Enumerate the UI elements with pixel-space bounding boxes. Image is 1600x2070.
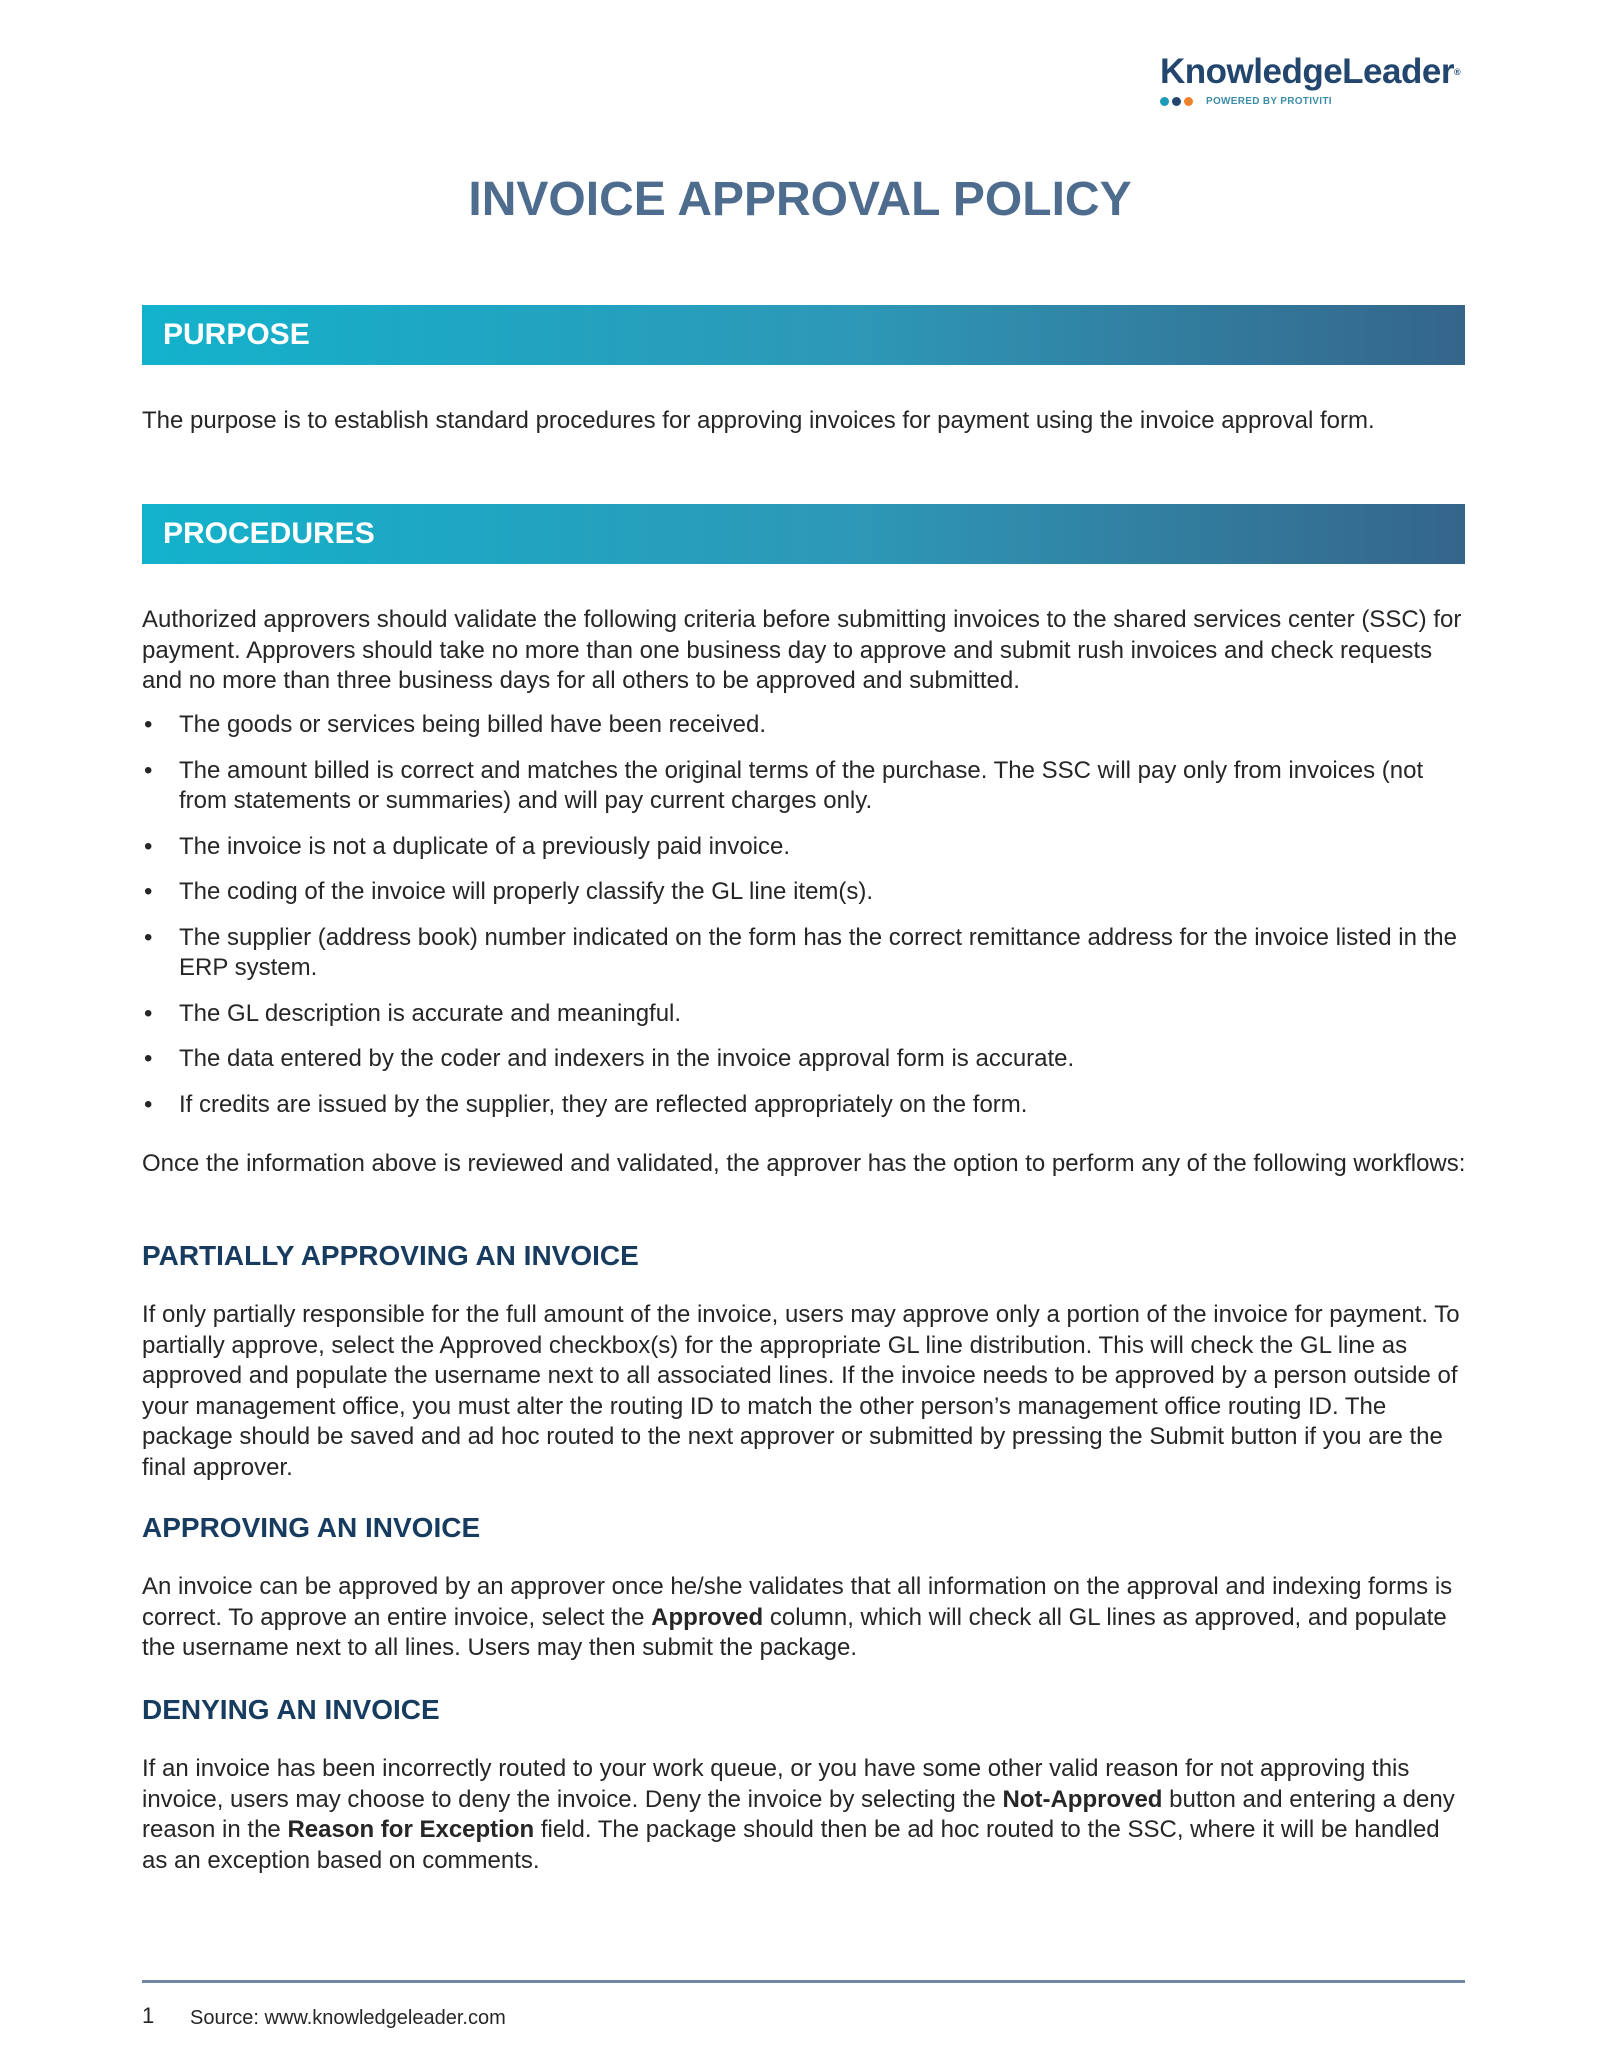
procedures-heading: PROCEDURES: [163, 517, 375, 550]
logo-tagline: POWERED BY PROTIVITI: [1206, 96, 1332, 107]
partially-approving-heading: PARTIALLY APPROVING AN INVOICE: [142, 1240, 639, 1271]
reason-for-exception-term: Reason for Exception: [287, 1816, 535, 1843]
list-item: • The data entered by the coder and indexers in the invoice approval form is accurate.: [142, 1044, 1467, 1075]
procedures-intro: Authorized approvers should validate the following criteria before submitting invoices to the shared services center (SSC) for payment. Approvers should take no more than one business day to approve and submit rush invoices and check requests and no more than three business days for all others to be approved and submitted.: [142, 606, 1462, 694]
page-number: 1: [142, 2003, 155, 2028]
page-title: INVOICE APPROVAL POLICY: [468, 173, 1132, 226]
list-item: • The goods or services being billed have been received.: [142, 710, 1467, 741]
list-item: • The GL description is accurate and meaningful.: [142, 999, 1467, 1030]
list-item: • The coding of the invoice will properly classify the GL line item(s).: [142, 877, 1467, 908]
source-link[interactable]: Source: www.knowledgeleader.com: [190, 2007, 506, 2029]
purpose-heading: PURPOSE: [163, 318, 310, 351]
approving-text: An invoice can be approved by an approver once he/she validates that all information on the approval and indexing forms is correct. To approve an entire invoice, select the Approved column, which will check all GL lines as approved, and populate the username next to all lines. Users may then submit the package.: [142, 1573, 1453, 1661]
knowledgeleader-logo: [1160, 52, 1460, 107]
list-item: • The invoice is not a duplicate of a previously paid invoice.: [142, 832, 1467, 863]
partially-approving-text: If only partially responsible for the full amount of the invoice, users may approve only a portion of the invoice for payment. To partially approve, select the Approved checkbox(s) for the appropriate GL line distribution. This will check the GL line as approved and populate the username next to all associated lines. If the invoice needs to be approved by a person outside of your management office, you must alter the routing ID to match the other person’s management office routing ID. The package should be saved and ad hoc routed to the next approver or submitted by pressing the Submit button if you are the final approver.: [142, 1301, 1460, 1481]
list-item: • The amount billed is correct and matches the original terms of the purchase. The SSC will pay only from invoices (not from statements or summaries) and will pay current charges only.: [142, 756, 1467, 817]
logo-name: KnowledgeLeader: [1160, 52, 1454, 91]
logo-dot-teal: [1160, 97, 1169, 106]
list-item: • The supplier (address book) number indicated on the form has the correct remittance address for the invoice listed in the ERP system.: [142, 923, 1467, 984]
list-item: • If credits are issued by the supplier, they are reflected appropriately on the form.: [142, 1090, 1467, 1121]
procedures-banner: [142, 504, 1465, 564]
denying-text: If an invoice has been incorrectly routed to your work queue, or you have some other valid reason for not approving this invoice, users may choose to deny the invoice. Deny the invoice by selecting the Not-Approved button and entering a deny reason in the Reason for Exception field. The package should then be ad hoc routed to the SSC, where it will be handled as an exception based on comments.: [142, 1755, 1455, 1874]
logo-dot-orange: [1184, 97, 1193, 106]
approved-term: Approved: [651, 1603, 764, 1631]
logo-dot-navy: [1172, 97, 1181, 106]
approving-heading: APPROVING AN INVOICE: [142, 1512, 481, 1543]
footer-divider: [142, 1980, 1465, 1983]
denying-heading: DENYING AN INVOICE: [142, 1694, 440, 1725]
registered-mark: ®: [1453, 67, 1461, 77]
purpose-banner: [142, 305, 1465, 365]
criteria-list: [142, 710, 1467, 1135]
not-approved-term: Not-Approved: [1002, 1785, 1163, 1813]
purpose-text: The purpose is to establish standard procedures for approving invoices for payment using the invoice approval form.: [142, 407, 1375, 434]
procedures-outro: Once the information above is reviewed and validated, the approver has the option to perform any of the following workflows:: [142, 1150, 1466, 1177]
